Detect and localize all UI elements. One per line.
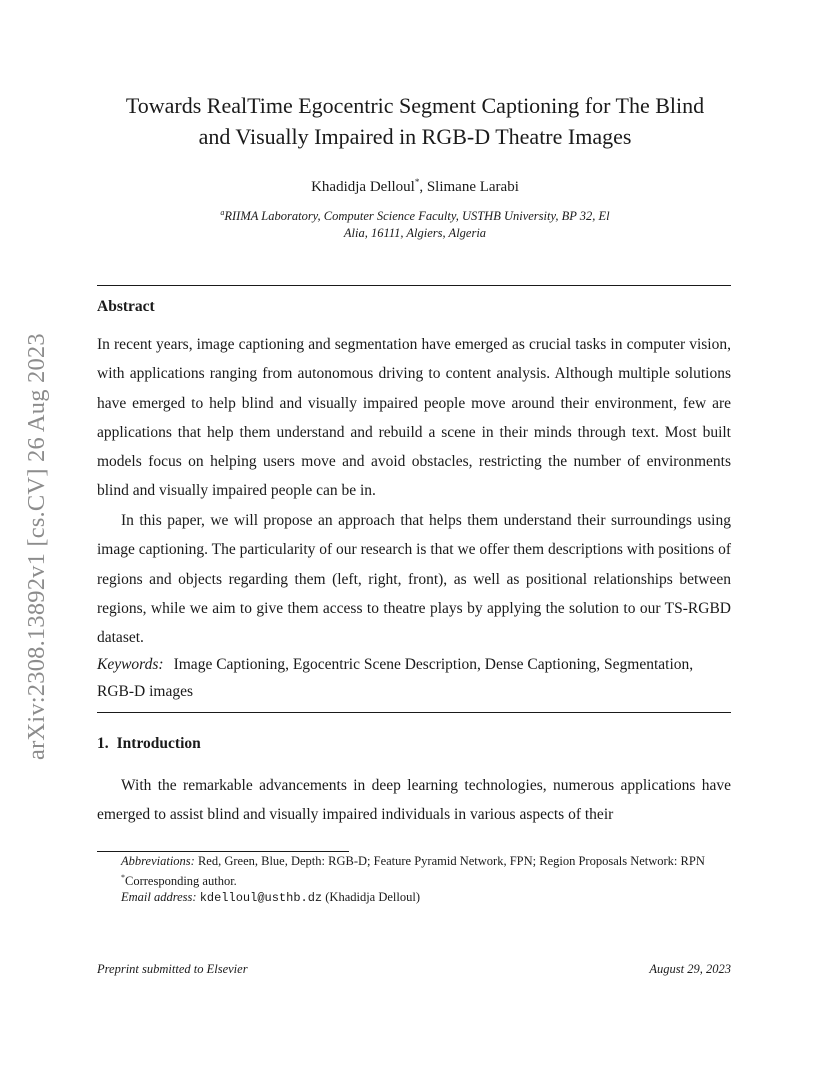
preprint-note: Preprint submitted to Elsevier (97, 962, 248, 976)
affiliation-line-2: Alia, 16111, Algiers, Algeria (343, 225, 487, 240)
footnote-corresponding (97, 870, 731, 890)
email-address[interactable]: kdelloul@usthb.dz (199, 891, 323, 906)
abbreviations-label: Abbreviations: (121, 854, 195, 868)
abbreviations-text: Red, Green, Blue, Depth: RGB-D; Feature Pyramid Network, FPN; Region Proposals Network: RPN (197, 854, 705, 868)
keywords-label: Keywords: (97, 656, 164, 673)
abstract-paragraph-2: In this paper, we will propose an approach that helps them understand their surroundings using image captioning. The particularity of our research is that we offer them descriptions with positions of regions and objects regarding them (left, right, front), as well as positional relationships between regions, while we aim to give them access to theatre plays by applying the solution to our TS-RGBD dataset. (97, 512, 731, 647)
arxiv-side-stamp: arXiv:2308.13892v1 [cs.CV] 26 Aug 2023 (23, 333, 50, 760)
abstract-heading: Abstract (97, 298, 155, 315)
keywords-text: Image Captioning, Egocentric Scene Description, Dense Captioning, Segmentation, RGB-D images (97, 656, 694, 700)
abstract-bottom-rule (97, 712, 731, 713)
corresponding-mark: * (414, 177, 420, 187)
corresponding-text: Corresponding author. (125, 873, 237, 888)
footnote-email (97, 889, 731, 907)
footnotes (97, 853, 731, 907)
section-heading-introduction (97, 734, 201, 754)
paper-title (90, 90, 740, 152)
abstract-paragraph-1: In recent years, image captioning and segmentation have emerged as crucial tasks in computer vision, with applications ranging from autonomous driving to content analysis. Although multiple solutions have emerged to help blind and visually impaired people move around their environment, few are applications that help them understand and rebuild a scene in their minds through text. Most built models focus on helping users move and avoid obstacles, restricting the number of environments blind and visually impaired people can be in. (97, 336, 731, 500)
abstract-top-rule (97, 285, 731, 286)
author-2: Slimane Larabi (426, 179, 519, 195)
author-1: Khadidja Delloul (311, 179, 415, 195)
section-number: 1. (97, 735, 109, 752)
title-line-2: and Visually Impaired in RGB-D Theatre Images (198, 124, 632, 149)
keywords (97, 651, 731, 705)
affiliation-mark: a (220, 208, 225, 217)
email-label: Email address: (121, 890, 197, 905)
preprint-date: August 29, 2023 (649, 962, 731, 976)
affiliation-line-1: RIIMA Laboratory, Computer Science Faculty, USTHB University, BP 32, El (224, 209, 610, 224)
email-owner: (Khadidja Delloul) (325, 890, 421, 905)
author-separator: , (419, 179, 427, 195)
footnote-abbreviations (97, 853, 731, 870)
author-list (90, 172, 740, 197)
introduction-paragraph: With the remarkable advancements in deep learning technologies, numerous applications have emerged to assist blind and visually impaired individuals in various aspects of their (97, 777, 731, 824)
footnote-corresponding-mark: * (121, 872, 125, 882)
title-line-1: Towards RealTime Egocentric Segment Captioning for The Blind (125, 93, 705, 118)
section-title: Introduction (116, 735, 201, 752)
affiliation (150, 205, 680, 241)
footnote-rule (97, 851, 349, 852)
